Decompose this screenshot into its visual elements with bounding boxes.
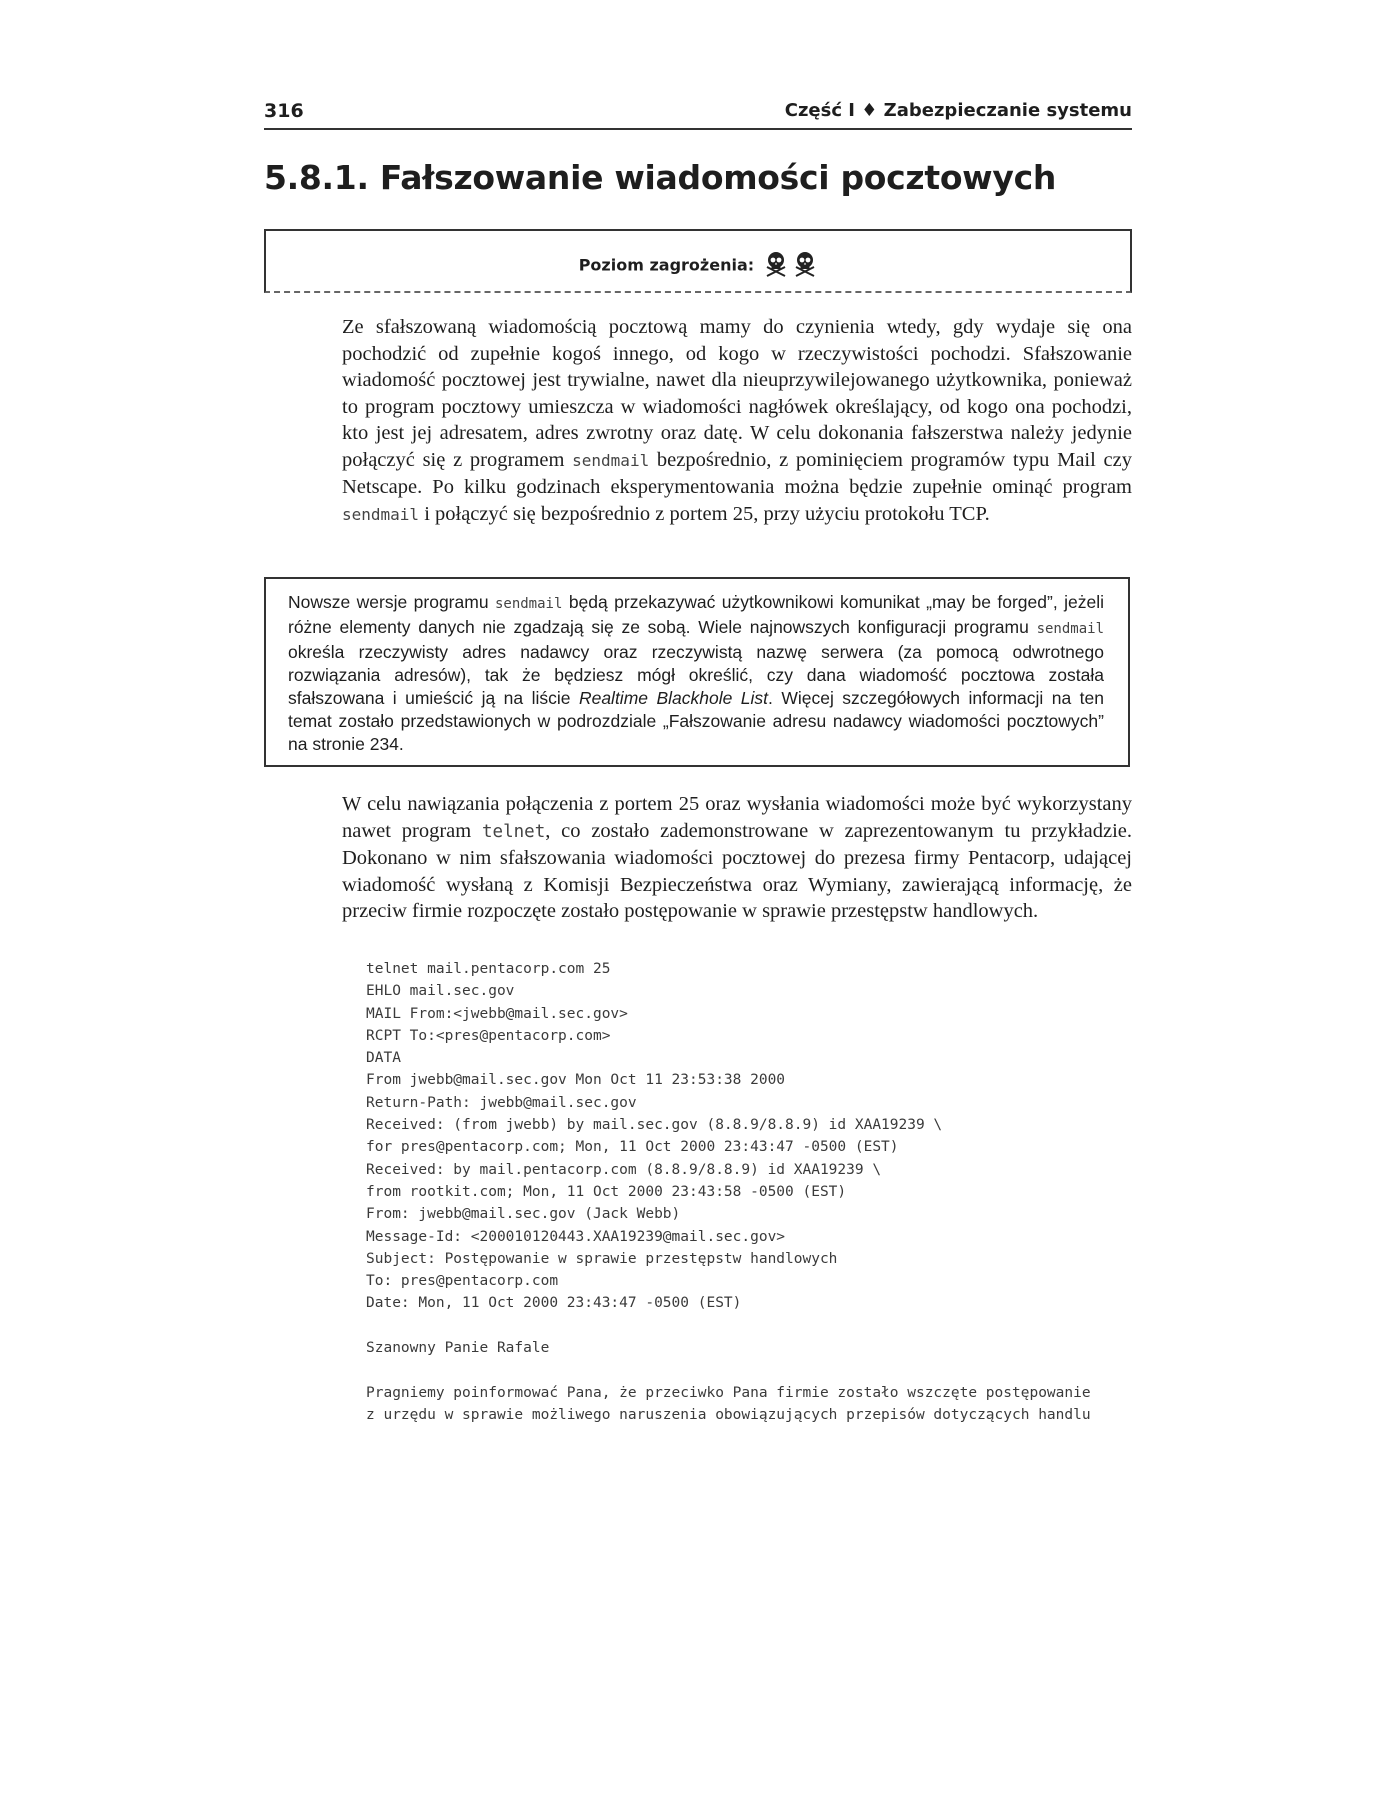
text-run: , co zostało zademonstrowane w zaprezentowanym tu przykładzie. Dokonano w nim sfałszowania wiadomości pocztowej do prezesa firmy Pentacorp, udającej wiadomość wysłaną z Komisji Bezpieczeństwa oraz Wymiany, zawierającą informację, że przeciw firmie rozpoczęte zostało postępowanie w sprawie przestępstw handlowych. xyxy=(342,819,1132,922)
threat-level-row xyxy=(266,251,1130,281)
page-header xyxy=(264,98,1132,130)
text-run: określa rzeczywisty adres nadawcy oraz rzeczywistą nazwę serwera (za pomocą odwrotnego rozwiązania adresów), tak że będziesz mógł określić, czy dana wiadomość pocztowa została sfałszowana i umieścić ją na liście xyxy=(288,642,1104,708)
text-run: bezpośrednio, z pominięciem programów typu Mail czy Netscape. Po kilku godzinach eksperymentowania można będzie zupełnie ominąć program xyxy=(342,448,1132,498)
text-run: . Więcej szczegółowych informacji na ten temat zostało przedstawionych w podrozdziale „Fałszowanie adresu nadawcy wiadomości pocztowych” na stronie 234. xyxy=(288,688,1105,754)
inline-code-sendmail: sendmail xyxy=(342,504,420,524)
page-number: 316 xyxy=(264,100,304,122)
text-run: W celu nawiązania połączenia z portem 25 oraz wysłania wiadomości może być wykorzystany nawet program xyxy=(342,793,1132,842)
note-text xyxy=(288,591,1104,756)
skull-and-crossbones-icon xyxy=(764,251,788,277)
text-run: Nowsze wersje programu xyxy=(288,592,495,612)
threat-level-label: Poziom zagrożenia: xyxy=(578,255,755,275)
inline-code-sendmail: sendmail xyxy=(494,596,563,612)
emphasis-realtime-blackhole-list: Realtime Blackhole List xyxy=(578,688,769,708)
body-paragraph-1 xyxy=(342,314,1132,528)
skull-and-crossbones-icon xyxy=(793,251,817,277)
threat-level-icons xyxy=(764,251,818,281)
threat-level-box xyxy=(264,229,1132,293)
section-title: 5.8.1. Fałszowanie wiadomości pocztowych xyxy=(264,158,1057,197)
running-head: Część I ♦ Zabezpieczanie systemu xyxy=(784,100,1132,121)
body-paragraph-2 xyxy=(342,791,1132,925)
text-run: i połączyć się bezpośrednio z portem 25, przy użyciu protokołu TCP. xyxy=(419,502,990,525)
inline-code-sendmail: sendmail xyxy=(572,450,650,470)
text-run: będą przekazywać użytkownikowi komunikat „may be forged”, jeżeli różne elementy danych nie zgadzają się ze sobą. Wiele najnowszych konfiguracji programu xyxy=(288,592,1104,637)
text-run: Ze sfałszowaną wiadomością pocztową mamy do czynienia wtedy, gdy wydaje się ona pochodzić od zupełnie kogoś innego, od kogo w rzeczywistości pochodzi. Sfałszowanie wiadomość pocztowej jest trywialne, nawet dla nieuprzywilejowanego użytkownika, ponieważ to program pocztowy umieszcza w wiadomości nagłówek określający, od kogo ona pochodzi, kto jest jej adresatem, adres zwrotny oraz datę. W celu dokonania fałszerstwa należy jedynie połączyć się z programem xyxy=(342,316,1132,471)
inline-code-sendmail: sendmail xyxy=(1036,621,1104,637)
code-listing: telnet mail.pentacorp.com 25 EHLO mail.sec.gov MAIL From:<jwebb@mail.sec.gov> RCPT To:<pres@pentacorp.com> DATA From jwebb@mail.sec.gov Mon Oct 11 23:53:38 2000 Return-Path: jwebb@mail.sec.gov Received: (from jwebb) by mail.sec.gov (8.8.9/8.8.9) id XAA19239 \ for pres@pentacorp.com; Mon, 11 Oct 2000 23:43:47 -0500 (EST) Received: by mail.pentacorp.com (8.8.9/8.8.9) id XAA19239 \ from rootkit.com; Mon, 11 Oct 2000 23:43:58 -0500 (EST) From: jwebb@mail.sec.gov (Jack Webb) Message-Id: <200010120443.XAA19239@mail.sec.gov> Subject: Postępowanie w sprawie przestępstw handlowych To: pres@pentacorp.com Date: Mon, 11 Oct 2000 23:43:47 -0500 (EST) Szanowny Panie Rafale Pragniemy poinformować Pana, że przeciwko Pana firmie zostało wszczęte postępowanie z urzędu w sprawie możliwego naruszenia obowiązujących przepisów dotyczących handlu xyxy=(366,961,1091,1423)
note-box xyxy=(264,577,1130,767)
inline-code-telnet: telnet xyxy=(482,821,546,842)
